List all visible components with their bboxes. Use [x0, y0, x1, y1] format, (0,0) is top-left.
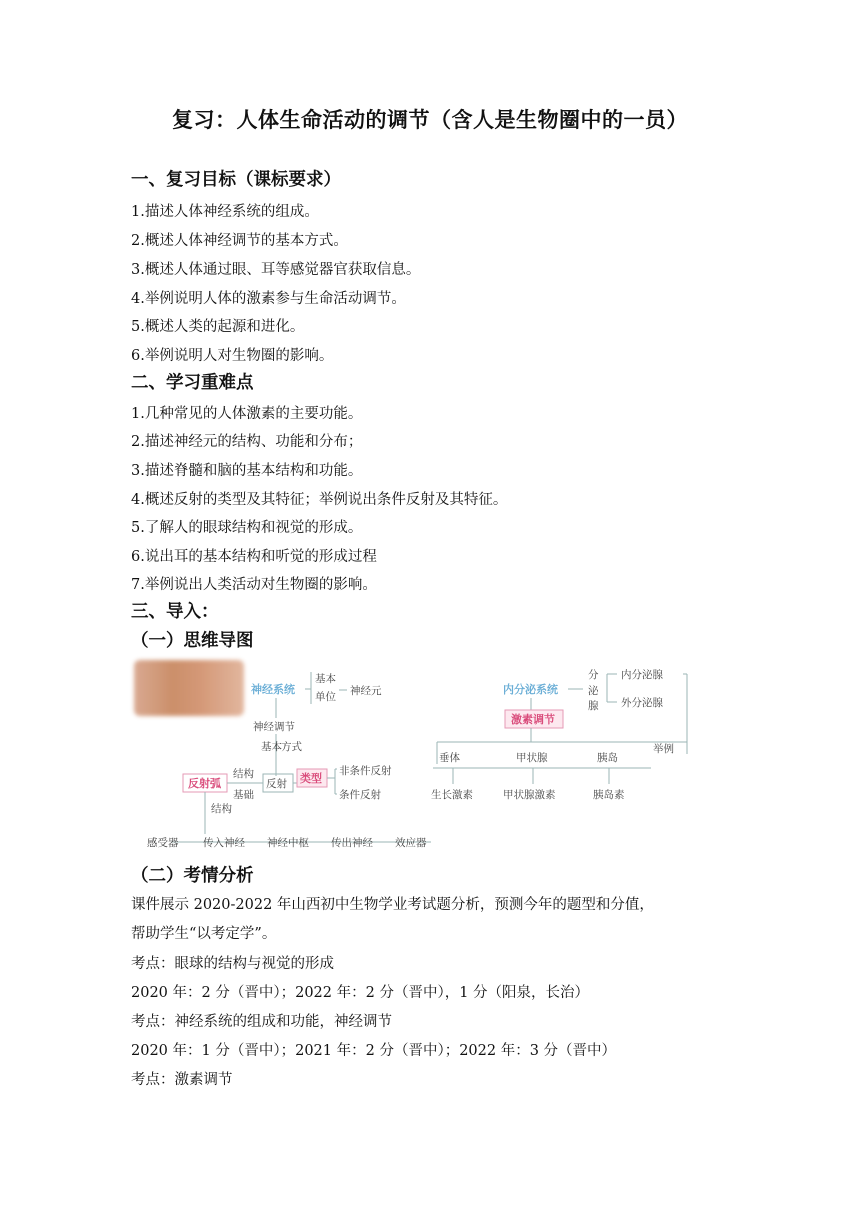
- mm-chain-center: 神经中枢: [267, 837, 309, 849]
- mm-neuron: 神经元: [350, 685, 382, 697]
- analysis-line: 考点：神经系统的组成和功能，神经调节: [131, 1014, 392, 1030]
- mm-chain-receptor: 感受器: [147, 837, 179, 849]
- mm-endocrine-gland: 内分泌腺: [621, 669, 663, 681]
- keypoint-item: 2.描述神经元的结构、功能和分布；: [131, 434, 363, 450]
- mm-hormone-thyroxine: 甲状腺激素: [503, 789, 556, 801]
- mm-structural-basis-2: 基础: [233, 789, 254, 801]
- mm-unconditioned-reflex: 非条件反射: [339, 765, 392, 777]
- keypoint-item: 3.描述脊髓和脑的基本结构和功能。: [131, 463, 363, 479]
- keypoint-item: 7.举例说出人类活动对生物圈的影响。: [131, 577, 377, 593]
- section-heading-goals: 一、复习目标（课标要求）: [131, 170, 341, 190]
- mm-example: 举例: [653, 743, 674, 755]
- goal-item: 1.描述人体神经系统的组成。: [131, 204, 319, 220]
- mm-gland-type-1: 分: [588, 669, 599, 681]
- subheading-mindmap: （一）思维导图: [131, 631, 254, 651]
- mm-conditioned-reflex: 条件反射: [339, 789, 381, 801]
- mm-gland-pituitary: 垂体: [439, 752, 460, 764]
- analysis-line: 2020 年：2 分（晋中）；2022 年：2 分（晋中），1 分（阳泉，长治）: [131, 985, 590, 1001]
- mm-chain-afferent: 传入神经: [203, 837, 245, 849]
- goal-item: 2.概述人体神经调节的基本方式。: [131, 233, 348, 249]
- mm-structural-basis-1: 结构: [233, 768, 254, 780]
- mm-endocrine-system: 内分泌系统: [503, 683, 558, 696]
- analysis-line: 考点：激素调节: [131, 1072, 233, 1088]
- mm-exocrine-gland: 外分泌腺: [621, 697, 663, 709]
- mm-structure-1: 结构: [211, 803, 232, 815]
- blurred-image-patch: [134, 660, 244, 716]
- keypoint-item: 5.了解人的眼球结构和视觉的形成。: [131, 520, 363, 536]
- section-heading-intro: 三、导入：: [131, 602, 219, 622]
- mm-chain-effector: 效应器: [395, 837, 427, 849]
- goal-item: 5.概述人类的起源和进化。: [131, 319, 305, 335]
- mm-hormone-insulin: 胰岛素: [593, 789, 625, 801]
- mm-gland-type-3: 腺: [588, 700, 599, 712]
- mm-reflex: 反射: [266, 778, 287, 790]
- mm-basic-unit-2: 单位: [315, 691, 336, 703]
- mm-nervous-system: 神经系统: [251, 683, 295, 696]
- analysis-line: 考点：眼球的结构与视觉的形成: [131, 956, 334, 972]
- mm-basic-mode-2: 方式: [281, 741, 302, 753]
- goal-item: 4.举例说明人体的激素参与生命活动调节。: [131, 291, 406, 307]
- keypoint-item: 6.说出耳的基本结构和听觉的形成过程: [131, 549, 377, 565]
- mm-neural-regulation: 神经调节: [253, 721, 295, 733]
- analysis-line: 课件展示 2020-2022 年山西初中生物学业考试题分析，预测今年的题型和分值，: [131, 897, 654, 913]
- mm-gland-type-2: 泌: [588, 685, 599, 697]
- document-title: 复习：人体生命活动的调节（含人是生物圈中的一员）: [172, 108, 688, 132]
- analysis-line: 帮助学生“以考定学”。: [131, 926, 277, 942]
- mm-type: 类型: [300, 772, 322, 785]
- mm-hormone-growth: 生长激素: [431, 789, 473, 801]
- mm-hormone-regulation: 激素调节: [511, 713, 555, 726]
- goal-item: 6.举例说明人对生物圈的影响。: [131, 348, 334, 364]
- mm-basic-mode-1: 基本: [261, 741, 282, 753]
- mm-chain-efferent: 传出神经: [331, 837, 373, 849]
- section-heading-keypoints: 二、学习重难点: [131, 373, 254, 393]
- analysis-line: 2020 年：1 分（晋中）；2021 年：2 分（晋中）；2022 年：3 分（晋中）: [131, 1043, 617, 1059]
- keypoint-item: 1.几种常见的人体激素的主要功能。: [131, 406, 363, 422]
- mm-basic-unit-1: 基本: [315, 673, 336, 685]
- goal-item: 3.概述人体通过眼、耳等感觉器官获取信息。: [131, 262, 421, 278]
- mm-gland-islet: 胰岛: [597, 752, 618, 764]
- keypoint-item: 4.概述反射的类型及其特征；举例说出条件反射及其特征。: [131, 492, 508, 508]
- mm-gland-thyroid: 甲状腺: [516, 752, 548, 764]
- subheading-exam-analysis: （二）考情分析: [131, 866, 254, 886]
- mm-reflex-arc: 反射弧: [188, 777, 221, 790]
